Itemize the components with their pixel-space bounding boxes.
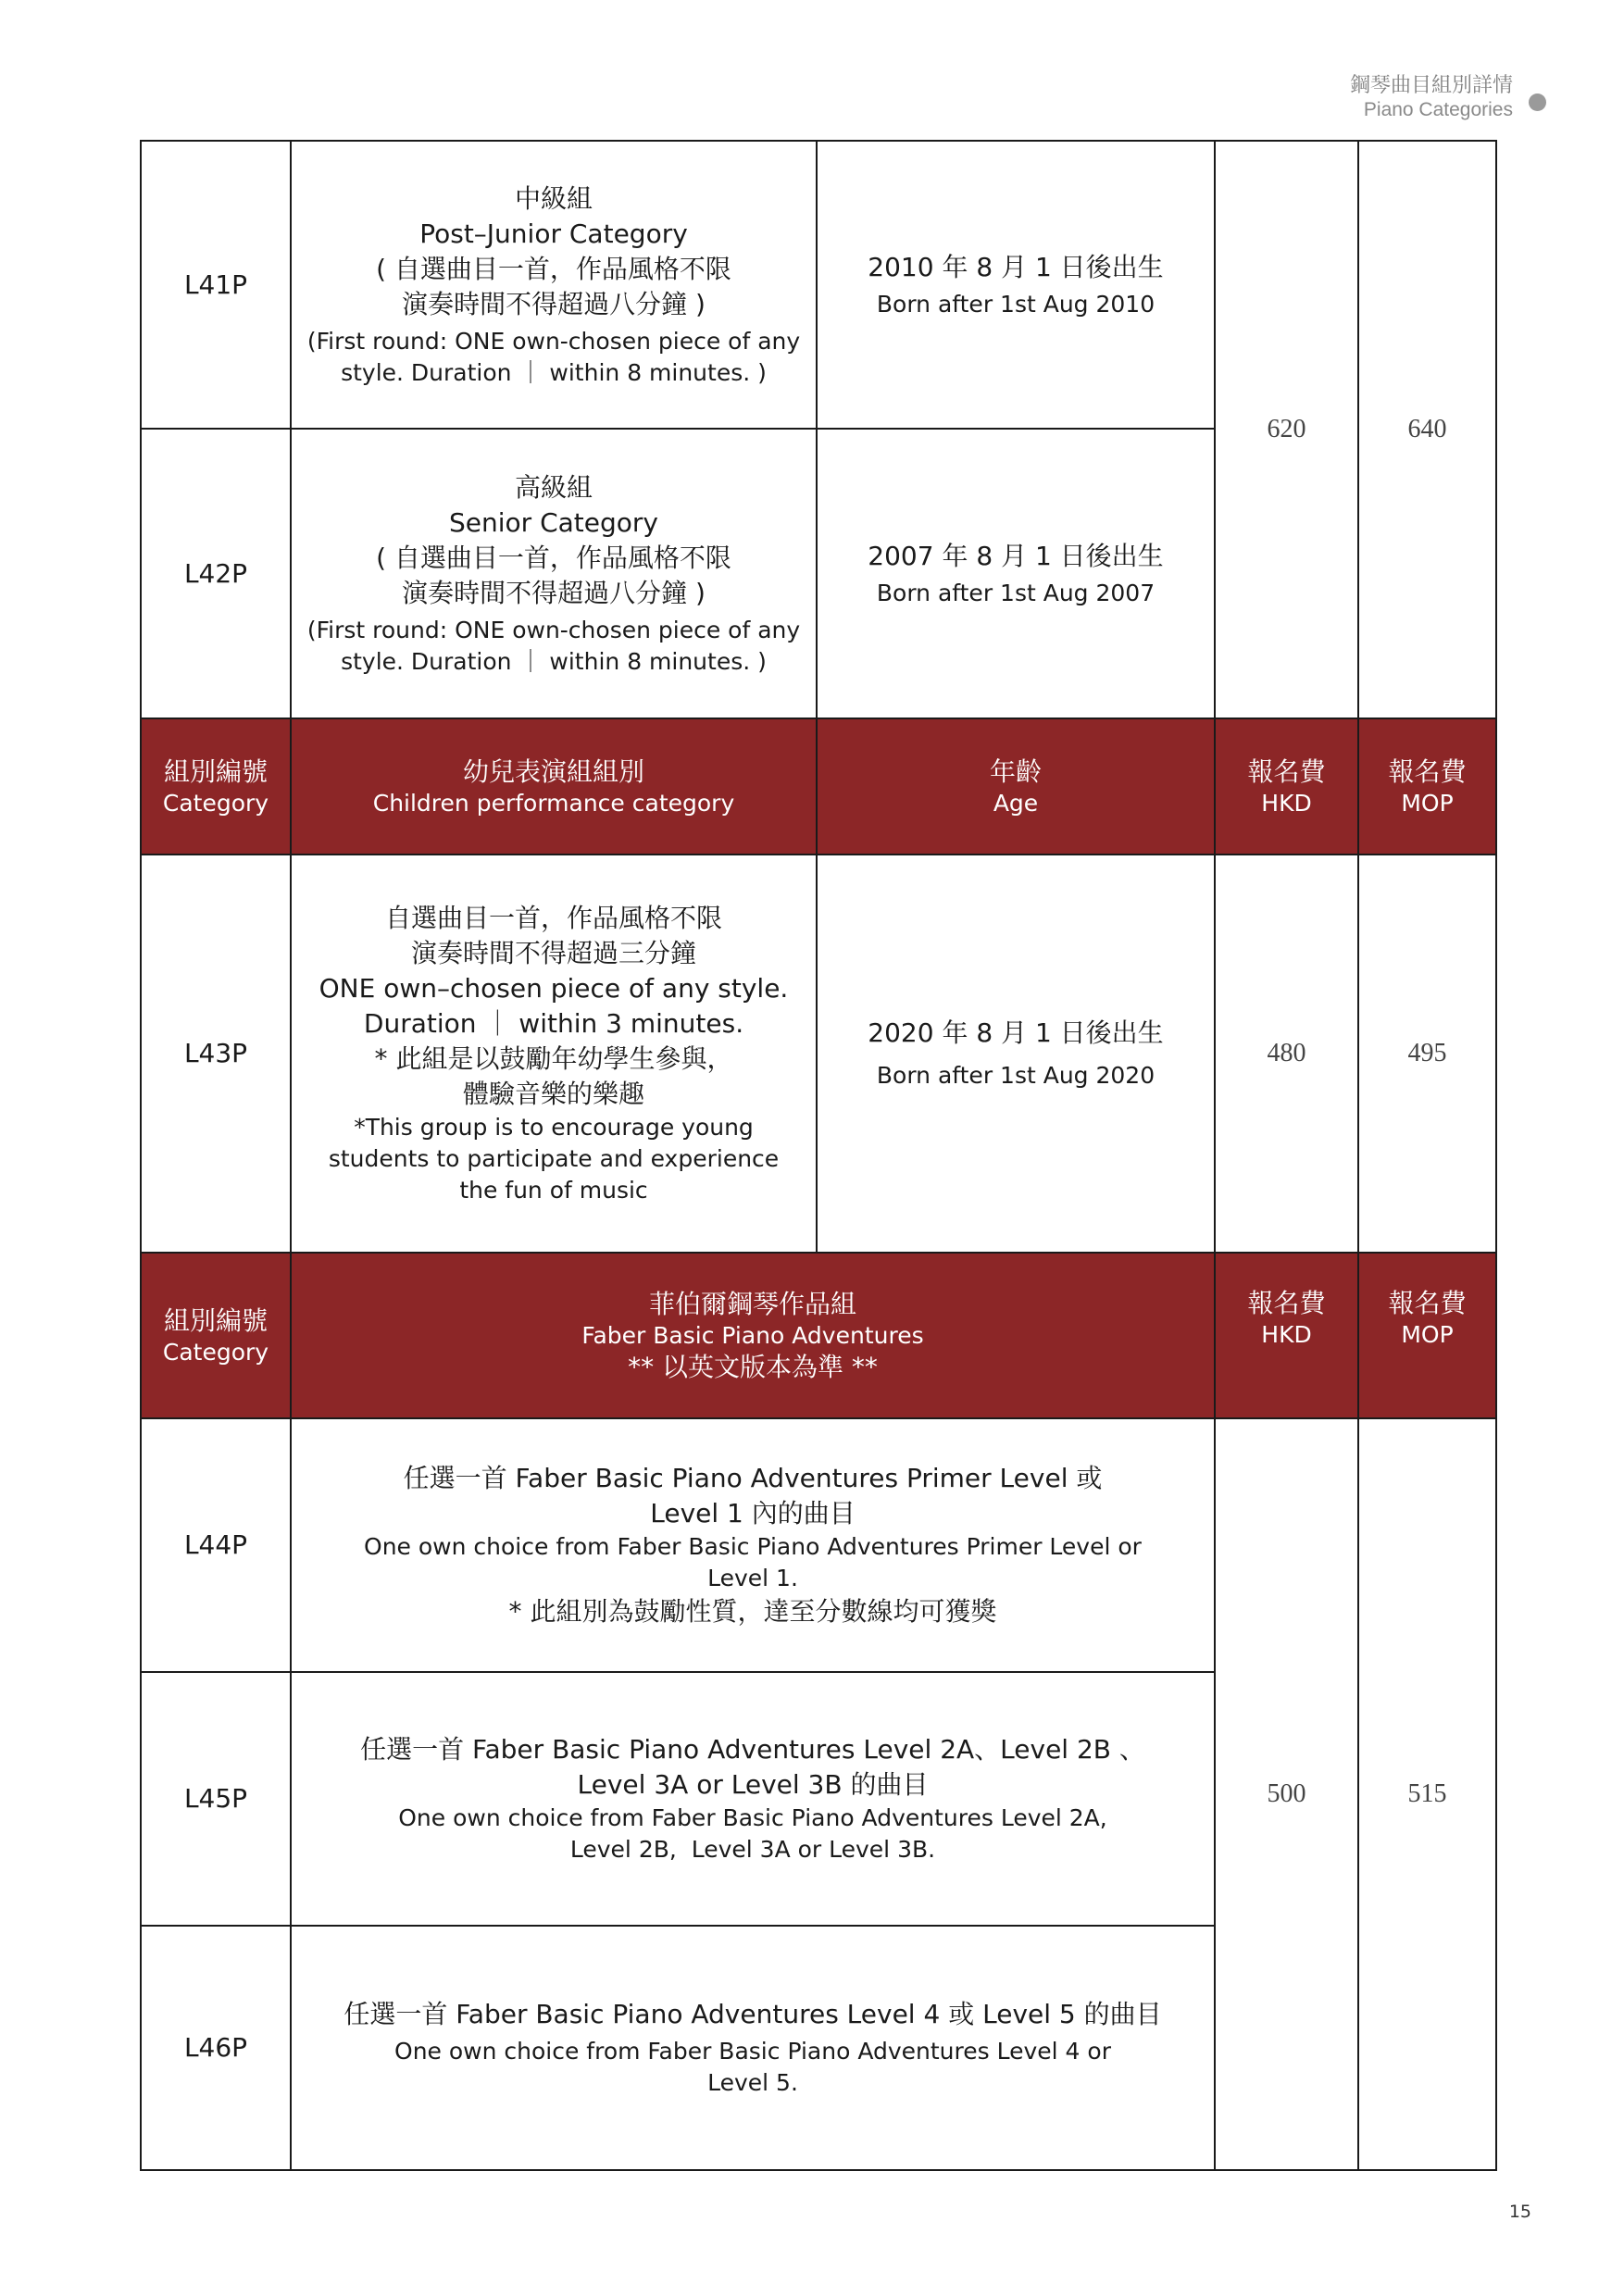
category-code: L46P [183,2032,248,2063]
category-description-cell [290,1925,1216,2171]
description-en-line: (First round: ONE own-chosen piece of any [306,327,801,355]
age-zh: 2010 年 8 月 1 日後出生 [868,251,1164,282]
description-en-line: (First round: ONE own-chosen piece of any [306,616,801,643]
description-en-line: Level 1. [707,1565,798,1591]
header-label-zh: 報名費 [1247,755,1326,787]
category-description-cell [290,428,818,719]
description-line: ( 自選曲目一首，作品風格不限 [376,542,731,573]
description-en-line: style. Duration ｜ within 8 minutes. ) [341,647,767,675]
header-label-en: Faber Basic Piano Adventures [581,1321,924,1349]
header-title-cell [290,1252,1216,1419]
header-hkd-cell [1214,1252,1359,1419]
header-label-zh: 報名費 [1247,1288,1326,1318]
category-code-cell [140,1671,292,1927]
description-en-line: *This group is to encourage young [354,1114,754,1141]
header-label-en: Age [993,789,1039,817]
category-code: L45P [183,1783,248,1814]
description-en-line: students to participate and experience [328,1145,780,1172]
header-label-en: HKD [1261,789,1312,817]
header-label-en: MOP [1401,1321,1454,1348]
header-label-zh: 報名費 [1388,1288,1467,1318]
header-title-en: Piano Categories [1363,99,1513,121]
description-note: * 此組別為鼓勵性質，達至分數線均可獲獎 [508,1596,997,1627]
description-line: 演奏時間不得超過八分鐘 ) [402,577,706,608]
header-label-zh: 組別編號 [163,755,268,787]
header-label-zh: 年齡 [989,755,1042,787]
description-line: 高級組 [514,471,593,503]
description-line: 任選一首 Faber Basic Piano Adventures Level 2A、Level 2B 、 [360,1734,1145,1765]
description-en-line: Level 2B, Level 3A or Level 3B. [569,1836,936,1863]
age-zh: 2020 年 8 月 1 日後出生 [868,1017,1164,1048]
header-label-en: HKD [1261,1321,1312,1348]
category-code-cell [140,1417,292,1673]
header-age-cell [816,718,1216,855]
header-label-zh: 報名費 [1388,755,1467,787]
category-code: L43P [183,1038,248,1068]
header-title-cell [290,718,818,855]
fee-mop: 515 [1407,1779,1447,1808]
description-en-line: Level 5. [707,2069,798,2096]
category-description-cell [290,1417,1216,1673]
category-description-cell [290,140,818,430]
category-code-cell [140,428,292,719]
header-label-en: Category [162,1338,269,1366]
fee-mop-cell [1357,854,1497,1254]
header-category-cell [140,1252,292,1419]
description-line: Senior Category [449,506,658,538]
description-line: 體驗音樂的樂趣 [462,1079,644,1109]
header-label-zh: 幼兒表演組組別 [462,755,644,787]
description-en-line: style. Duration ｜ within 8 minutes. ) [341,358,767,386]
description-line: * 此組是以鼓勵年幼學生參與， [374,1043,733,1074]
description-line: 演奏時間不得超過三分鐘 [410,938,696,968]
description-line: Duration ｜ within 3 minutes. [363,1008,744,1039]
age-en: Born after 1st Aug 2020 [876,1062,1156,1089]
age-en: Born after 1st Aug 2007 [876,579,1156,606]
age-zh: 2007 年 8 月 1 日後出生 [868,540,1164,571]
header-label-zh: 菲伯爾鋼琴作品組 [648,1288,856,1319]
category-code: L42P [183,557,248,589]
fee-hkd-cell [1214,140,1359,719]
description-line: 任選一首 Faber Basic Piano Adventures Primer Level 或 [403,1463,1103,1493]
header-label-en: Children performance category [372,789,735,817]
header-label-zh: 組別編號 [163,1304,268,1336]
fee-mop-cell [1357,1417,1497,2171]
description-line: Post–Junior Category [419,218,688,249]
fee-mop: 640 [1407,415,1447,443]
category-code: L41P [183,268,248,300]
description-line: Level 1 內的曲目 [650,1498,856,1529]
header-dot-icon [1529,94,1546,111]
fee-mop: 495 [1407,1039,1447,1067]
category-description-cell [290,854,818,1254]
age-cell [816,854,1216,1254]
category-code-cell [140,1925,292,2171]
description-line: 演奏時間不得超過八分鐘 ) [402,288,706,319]
fee-hkd: 500 [1267,1779,1306,1808]
fee-mop-cell [1357,140,1497,719]
page-number: 15 [1508,2202,1531,2222]
header-label-en: Category [162,789,269,817]
description-line: 自選曲目一首，作品風格不限 [384,903,722,933]
description-en-line: One own choice from Faber Basic Piano Adventures Level 4 or [394,2038,1111,2065]
description-line: 中級組 [514,182,593,214]
header-hkd-cell [1214,718,1359,855]
header-category-cell [140,718,292,855]
header-title-zh: 鋼琴曲目組別詳情 [1349,74,1513,97]
header-note: ** 以英文版本為準 ** [628,1351,878,1382]
age-en: Born after 1st Aug 2010 [876,290,1156,318]
fee-hkd: 480 [1267,1039,1306,1067]
header-mop-cell [1357,718,1497,855]
category-code-cell [140,140,292,430]
description-line: 任選一首 Faber Basic Piano Adventures Level 4 或 Level 5 的曲目 [344,1999,1162,2029]
fee-hkd-cell [1214,854,1359,1254]
piano-categories-table [140,140,1497,2171]
description-line: Level 3A or Level 3B 的曲目 [577,1769,929,1800]
description-en-line: the fun of music [459,1177,648,1204]
fee-hkd: 620 [1267,415,1306,443]
description-en-line: One own choice from Faber Basic Piano Adventures Level 2A, [398,1804,1107,1831]
description-line: ONE own–chosen piece of any style. [319,973,789,1004]
fee-hkd-cell [1214,1417,1359,2171]
page-header [1350,74,1513,122]
category-code: L44P [183,1529,248,1560]
header-mop-cell [1357,1252,1497,1419]
category-code-cell [140,854,292,1254]
description-en-line: One own choice from Faber Basic Piano Adventures Primer Level or [364,1533,1142,1560]
age-cell [816,428,1216,719]
header-label-en: MOP [1401,789,1454,817]
category-description-cell [290,1671,1216,1927]
age-cell [816,140,1216,430]
description-line: ( 自選曲目一首，作品風格不限 [376,253,731,284]
